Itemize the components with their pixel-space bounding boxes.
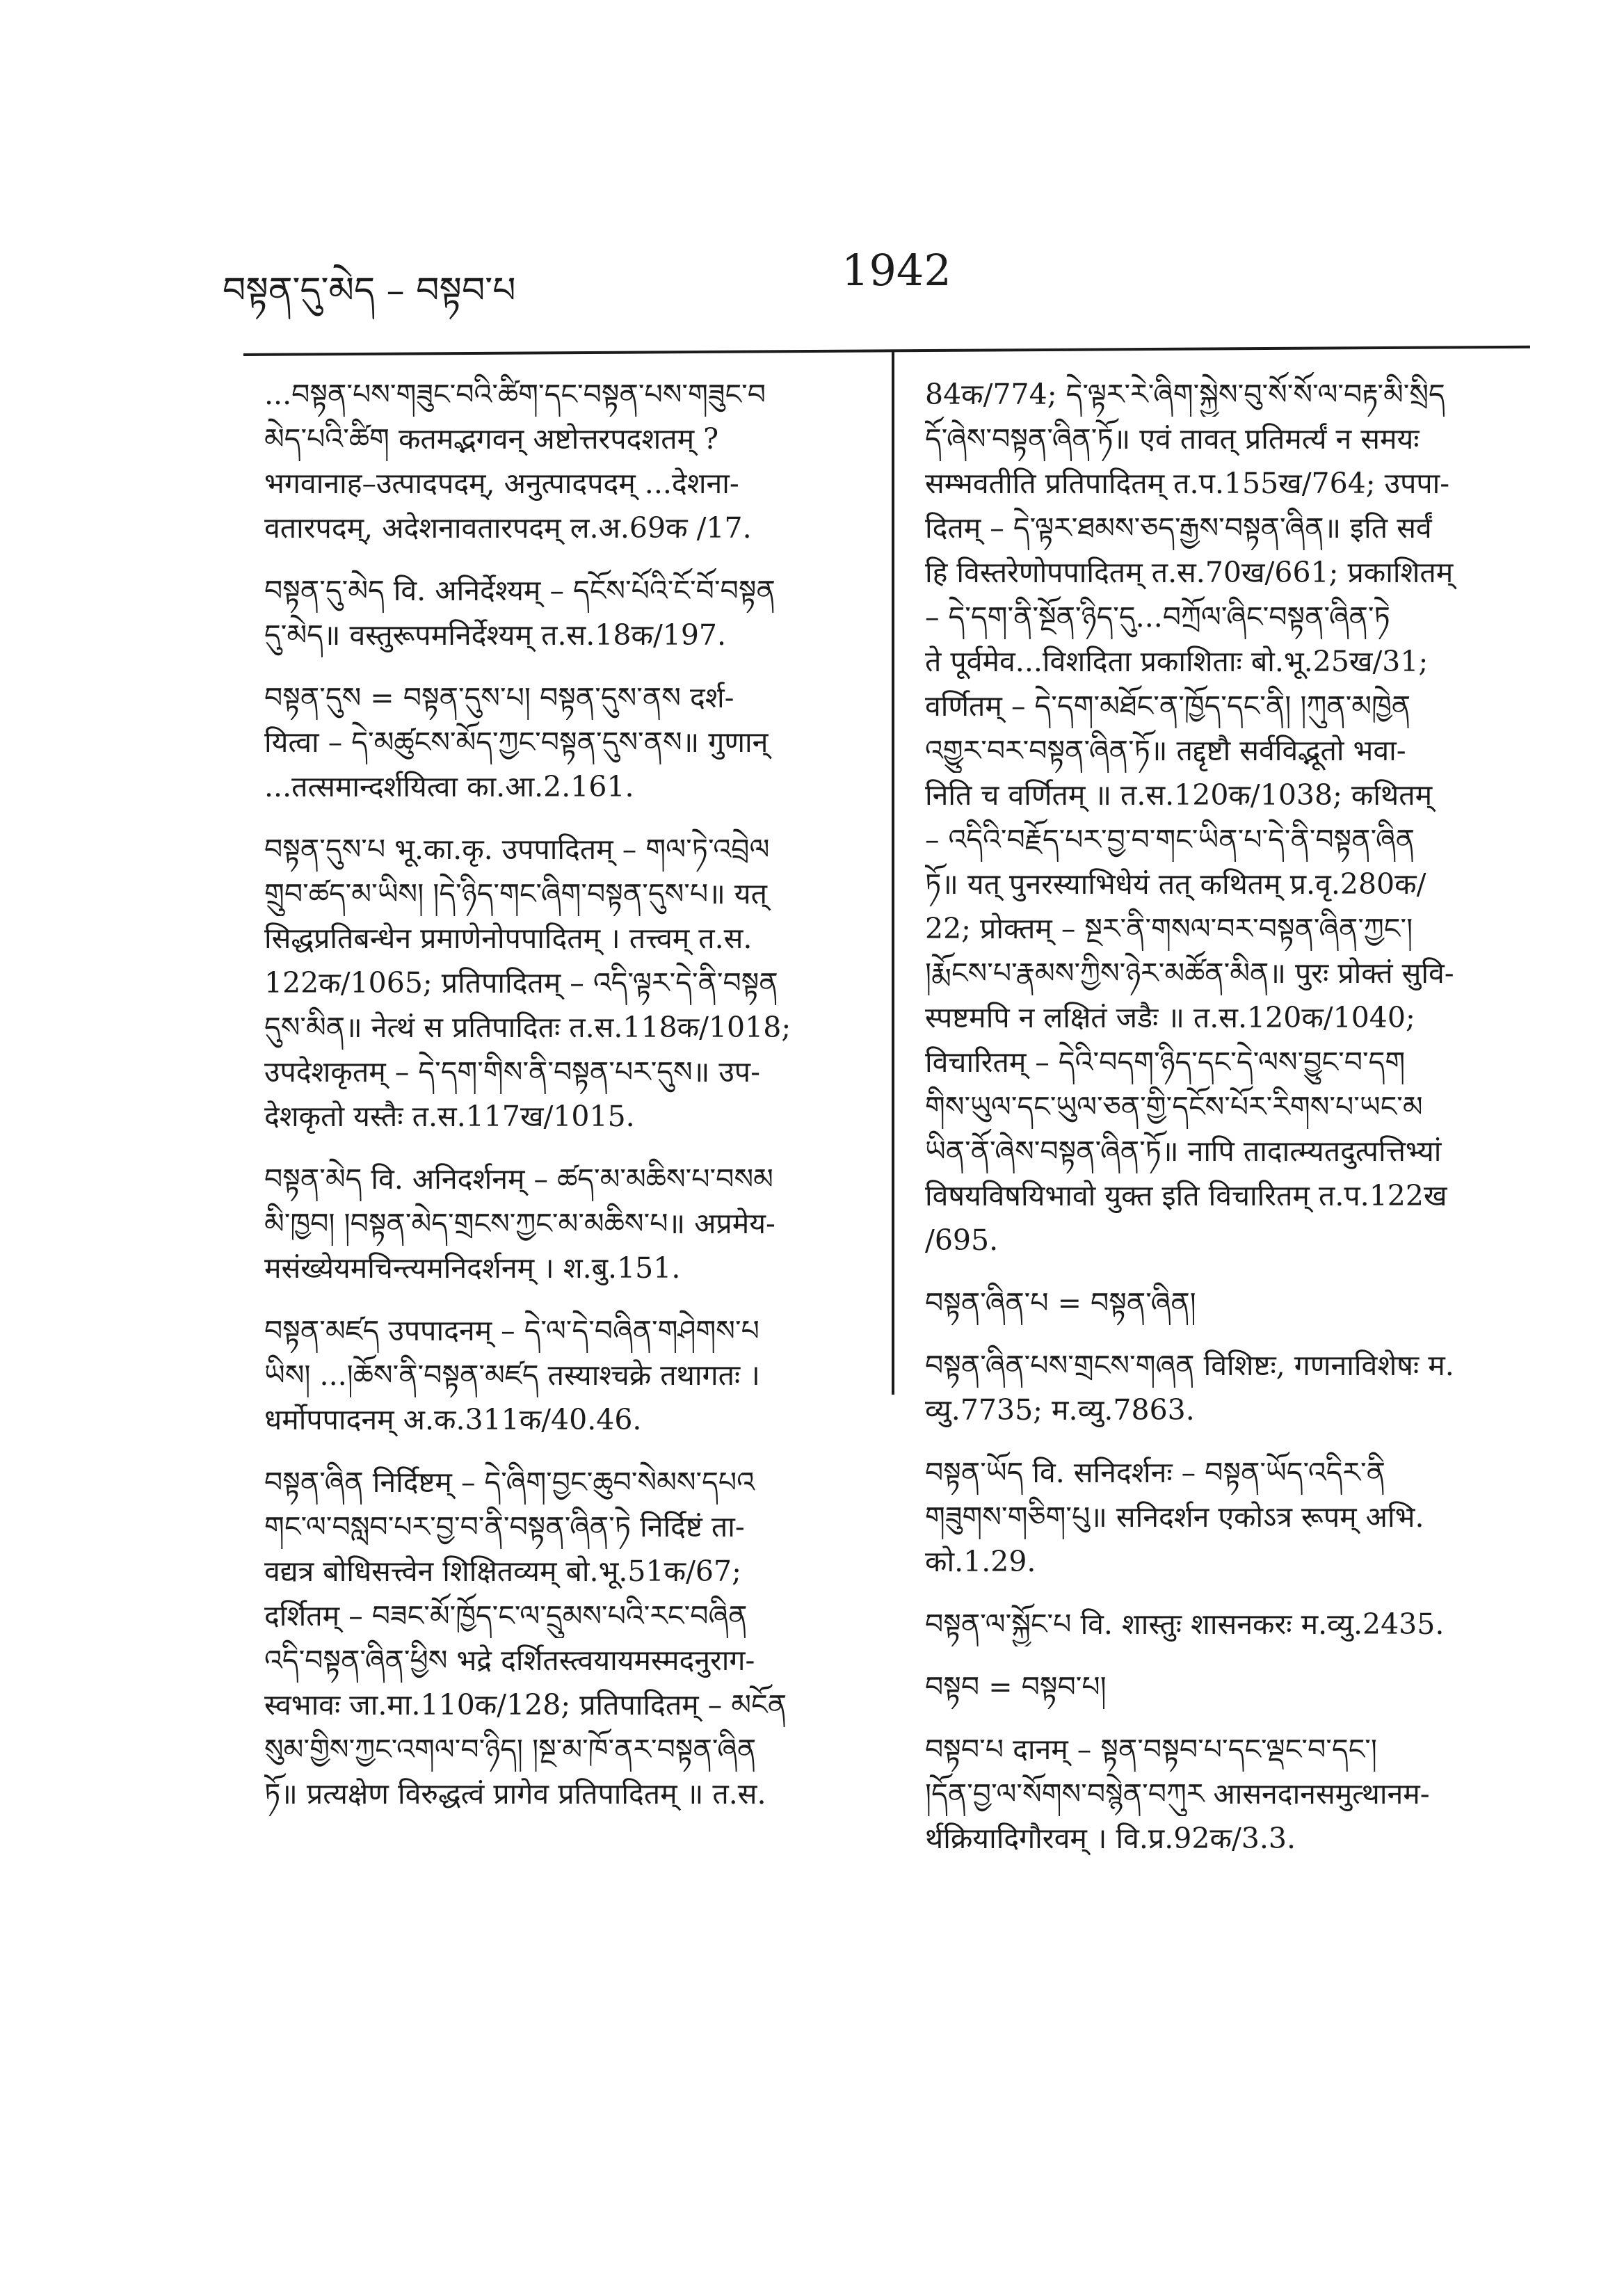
entry-line: – དེ་དག་ནི་སྔོན་ཉིད་དུ...བཀྲོལ་ཞིང་བསྟན་ཞིན་ཏེ	[925, 600, 1390, 634]
entry-line: भगवानाह–उत्पादपदम्, अनुत्पादपदम् ...देशना-	[264, 467, 739, 500]
entry-line: ...བསྟན་པས་གཟུང་བའི་ཚིག་དང་བསྟན་པས་གཟུང་བ	[264, 378, 766, 411]
left-column	[264, 372, 876, 1834]
entry-line: གཟུགས་གཅིག་པུ॥ सनिदर्शन एकोऽत्र रूपम् अभि.	[925, 1500, 1424, 1534]
entry-line: བསྟབ = བསྟབ་པ།	[925, 1670, 1107, 1703]
entry-line: यित्वा – དེ་མཚུངས་མོད་ཀྱང་བསྟན་དུས་ནས॥ गुणान्	[264, 725, 769, 759]
entry-line: འགྱུར་བར་བསྟན་ཞིན་ཏོ॥ तद्दृष्टौ सर्वविद्भूतो भवा-	[925, 734, 1406, 767]
entry-line: व्यु.7735; म.व्यु.7863.	[925, 1393, 1195, 1427]
entry-line: བསྟན་དུ་མེད वि. अनिर्देश्यम् – དངོས་པོའི་ངོ་བོ་བསྟན	[264, 574, 775, 607]
dictionary-entry	[264, 1157, 876, 1290]
entry-line: 22; प्रोक्तम् – སྔར་ནི་གསལ་བར་བསྟན་ཞིན་ཀྱང་།	[925, 912, 1413, 945]
right-column	[925, 372, 1530, 1879]
entry-line: देशकृतो यस्तैः त.स.117ख/1015.	[264, 1100, 635, 1133]
entry-line: ཡིས། ...།ཆོས་ནི་བསྟན་མཛད तस्याश्चक्रे तथागतः ।	[264, 1358, 760, 1392]
page-number: 1942	[842, 245, 951, 296]
dictionary-entry	[264, 675, 876, 809]
entry-line: བསྟན་དུས = བསྟན་དུས་པ། བསྟན་དུས་ནས दर्श-	[264, 681, 734, 714]
entry-line: धर्मोपपादनम् अ.क.311क/40.46.	[264, 1403, 642, 1436]
entry-line: འདི་བསྟན་ཞིན་ཕྱིས भद्रे दर्शितस्त्वयायमस्मदनुराग-	[264, 1644, 755, 1677]
entry-line: སུམ་གྱིས་ཀྱང་འགལ་བ་ཉིད། །སྔ་མ་ཁོ་ནར་བསྟན་ཞིན	[264, 1733, 757, 1766]
entry-line: दितम् – དེ་ལྟར་ཐམས་ཅད་རྒྱས་བསྟན་ཞིན॥ इति सर्वं	[925, 511, 1432, 545]
entry-line: །རྨོངས་པ་རྣམས་ཀྱིས་ཉེར་མཚོན་མིན॥ पुरः प्रोक्तं सुवि-	[925, 956, 1454, 990]
dictionary-entry	[925, 1343, 1530, 1432]
entry-line: བསྟན་ཞིན་པ = བསྟན་ཞིན།	[925, 1286, 1196, 1320]
entry-line: གང་ལ་བསླབ་པར་བྱ་བ་ནི་བསྟན་ཞིན་ཏེ निर्दिष्टं ता-	[264, 1510, 745, 1543]
running-head: བསྟན་དུ་མེད – བསྟབ་པ	[223, 270, 516, 312]
entry-line: विषयविषयिभावो युक्त इति विचारितम् त.प.122ख	[925, 1179, 1447, 1212]
entry-line: – འདིའི་བརྗོད་པར་བྱ་བ་གང་ཡིན་པ་དེ་ནི་བསྟན་ཞིན	[925, 823, 1415, 856]
entry-line: सिद्धप्रतिबन्धेन प्रमाणेनोपपादितम् । तत्त्वम् त.स.	[264, 922, 753, 955]
entry-line: दर्शितम् – བཟང་མོ་ཁྱོད་ང་ལ་དྲུམས་པའི་རང་བཞིན	[264, 1599, 748, 1633]
entry-line: གིས་ཡུལ་དང་ཡུལ་ཅན་གྱི་དངོས་པོར་རིགས་པ་ཡང་མ	[925, 1090, 1423, 1123]
dictionary-entry	[925, 1450, 1530, 1584]
entry-line: བསྟབ་པ दानम् – སྟན་བསྟབ་པ་དང་ལྡང་བ་དང་།	[925, 1733, 1377, 1766]
entry-line: हि विस्तरेणोपपादितम् त.स.70ख/661; प्रकाशितम्	[925, 556, 1454, 589]
entry-line: མེད་པའི་ཚིག कतमद्भगवन् अष्टोत्तरपदशतम् ?	[264, 422, 719, 456]
entry-line: བསྟན་ཞིན་པས་གྲངས་གཞན विशिष्टः, गणनाविशेषः म.	[925, 1349, 1454, 1382]
entry-line: ཏོ॥ प्रत्यक्षेण विरुद्धत्वं प्रागेव प्रतिपादितम् ॥ त.स.	[264, 1777, 766, 1811]
entry-line: 84क/774; དེ་ལྟར་རེ་ཞིག་སྐྱེས་བུ་སོ་སོ་ལ་བརྟ་མི་སྲིད	[925, 378, 1445, 411]
entry-line: མི་ཁྱབ། །བསྟན་མེད་གྲངས་ཀྱང་མ་མཆིས་པ॥ अप्रमेय-	[264, 1207, 775, 1240]
entry-line: བསྟན་མཛད उपपादनम् – དེ་ལ་དེ་བཞིན་གཤེགས་པ	[264, 1314, 759, 1347]
entry-line: वतारपदम्, अदेशनावतारपदम् ल.अ.69क /17.	[264, 511, 752, 545]
dictionary-entry	[264, 372, 876, 550]
entry-line: གྲུབ་ཚད་མ་ཡིས། །དེ་ཉིད་གང་ཞིག་བསྟན་དུས་པ॥ यत्	[264, 877, 767, 911]
entry-line: मसंख्येयमचिन्त्यमनिदर्शनम् । श.बु.151.	[264, 1251, 681, 1285]
entry-line: དུས་མིན॥ नेत्थं स प्रतिपादितः त.स.118क/1018;	[264, 1011, 791, 1044]
dictionary-entry	[264, 827, 876, 1139]
entry-line: ཡིན་ནོ་ཞེས་བསྟན་ཞིན་ཏོ॥ नापि तादात्म्यतदुत्पत्तिभ्यां	[925, 1134, 1442, 1168]
dictionary-entry	[925, 1727, 1530, 1861]
entry-line: निति च वर्णितम् ॥ त.स.120क/1038; कथितम्	[925, 778, 1433, 812]
dictionary-entry	[264, 1460, 876, 1816]
entry-line: /695.	[925, 1224, 999, 1257]
dictionary-entry	[925, 1665, 1530, 1709]
entry-line: དོ་ཞེས་བསྟན་ཞིན་ཏོ॥ एवं तावत् प्रतिमर्त्यं न समयः	[925, 422, 1420, 456]
entry-line: དུ་མེད॥ वस्तुरूपमनिर्देश्यम् त.स.18क/197.	[264, 618, 727, 652]
entry-line: བསྟན་ཞིན निर्दिष्टम् – དེ་ཞིག་བྱང་ཆུབ་སེམས་དཔའ	[264, 1466, 755, 1499]
dictionary-entry	[925, 1602, 1530, 1646]
column-divider	[892, 351, 894, 1395]
entry-line: །དོན་བྱ་ལ་སོགས་བསྙེན་བཀུར आसनदानसमुत्थानम-	[925, 1777, 1430, 1811]
entry-line: उपदेशकृतम् – དེ་དག་གིས་ནི་བསྟན་པར་དུས॥ उप-	[264, 1055, 760, 1089]
entry-line: ते पूर्वमेव...विशदिता प्रकाशिताः बो.भू.25ख/31;	[925, 645, 1429, 678]
entry-line: स्पष्टमपि न लक्षितं जडैः ॥ त.स.120क/1040;	[925, 1001, 1415, 1034]
entry-line: ...तत्समान्दर्शयित्वा का.आ.2.161.	[264, 770, 634, 803]
entry-line: को.1.29.	[925, 1545, 1036, 1578]
entry-line: བསྟན་མེད वि. अनिदर्शनम् – ཚད་མ་མཆིས་པ་བསམ	[264, 1162, 773, 1196]
dictionary-entry	[264, 568, 876, 657]
dictionary-entry	[925, 372, 1530, 1262]
entry-line: བསྟན་དུས་པ भू.का.कृ. उपपादितम् – གལ་ཏེ་འབྲེལ	[264, 833, 770, 866]
entry-line: 122क/1065; प्रतिपादितम् – འདི་ལྟར་དེ་ནི་བསྟན	[264, 966, 778, 1000]
entry-line: བསྟན་ཡོད वि. सनिदर्शनः – བསྟན་ཡོད་འདིར་ནི	[925, 1456, 1385, 1489]
entry-line: वर्णितम् – དེ་དག་མཐོང་ན་ཁྱོད་དང་ནི། །ཀུན་མཁྱེན	[925, 689, 1411, 723]
dictionary-entry	[925, 1281, 1530, 1325]
entry-line: वद्यत्र बोधिसत्त्वेन शिक्षितव्यम् बो.भू.51क/67;	[264, 1555, 741, 1588]
dictionary-entry	[264, 1308, 876, 1442]
entry-line: स्वभावः जा.मा.110क/128; प्रतिपादितम् – མངོན	[264, 1688, 787, 1722]
entry-line: र्थक्रियादिगौरवम् । वि.प्र.92क/3.3.	[925, 1822, 1296, 1855]
entry-line: ཏོ॥ यत् पुनरस्याभिधेयं तत् कथितम् प्र.वृ.280क/	[925, 867, 1426, 901]
entry-line: सम्भवतीति प्रतिपादितम् त.प.155ख/764; उपपा-	[925, 467, 1450, 500]
entry-line: विचारितम् – དེའི་བདག་ཉིད་དང་དེ་ལས་བྱུང་བ་དག	[925, 1045, 1406, 1079]
entry-line: བསྟན་ལ་སྐྱོང་པ वि. शास्तुः शासनकरः म.व्यु.2435.	[925, 1607, 1445, 1641]
